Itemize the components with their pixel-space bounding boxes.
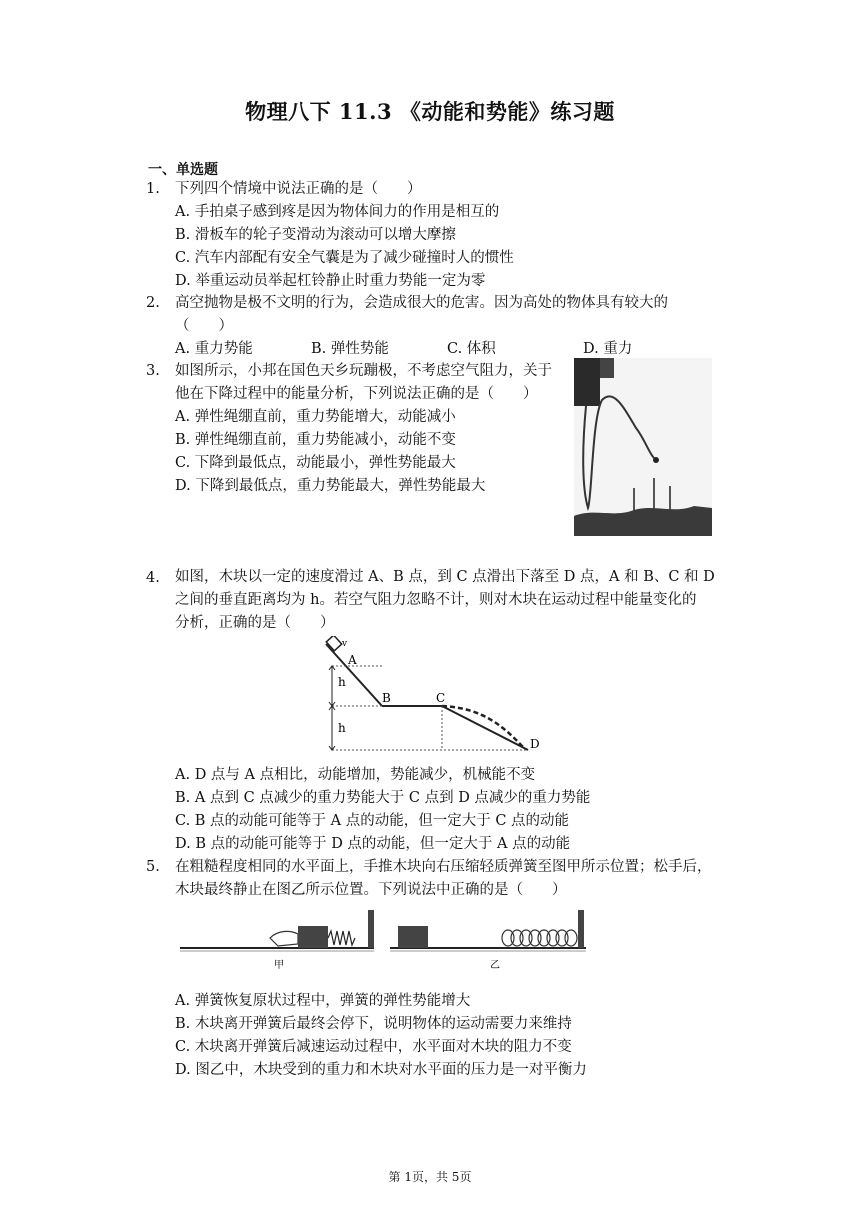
bungee-photo bbox=[574, 358, 712, 536]
question-4-stem-line-2: 之间的垂直距离均为 h。若空气阻力忽略不计，则对木块在运动过程中能量变化的 bbox=[175, 592, 697, 608]
question-2-option-a: A. 重力势能 bbox=[175, 341, 253, 357]
question-2-stem-line-1: 高空抛物是极不文明的行为，会造成很大的危害。因为高处的物体具有较大的 bbox=[175, 295, 668, 311]
spring-diagram bbox=[178, 908, 590, 976]
page-footer: 第 1页，共 5页 bbox=[388, 1170, 472, 1184]
question-4-option-c: C. B 点的动能可能等于 A 点的动能，但一定大于 C 点的动能 bbox=[175, 813, 570, 829]
question-5-option-b: B. 木块离开弹簧后最终会停下，说明物体的运动需要力来维持 bbox=[175, 1016, 572, 1032]
question-5-stem-line-2: 木块最终静止在图乙所示位置。下列说法中正确的是（ ） bbox=[175, 882, 567, 898]
page-title: 物理八下 11.3 《动能和势能》练习题 bbox=[245, 99, 615, 124]
question-2-option-b: B. 弹性势能 bbox=[311, 341, 389, 357]
section-heading: 一、单选题 bbox=[148, 162, 218, 178]
label-a: A bbox=[348, 653, 357, 667]
question-3-option-d: D. 下降到最低点，重力势能最大，弹性势能最大 bbox=[175, 478, 486, 494]
question-5-option-c: C. 木块离开弹簧后减速运动过程中，水平面对木块的阻力不变 bbox=[175, 1039, 572, 1055]
label-b: B bbox=[382, 691, 391, 705]
question-1-option-c: C. 汽车内部配有安全气囊是为了减少碰撞时人的惯性 bbox=[175, 250, 514, 266]
question-4-option-d: D. B 点的动能可能等于 D 点的动能，但一定大于 A 点的动能 bbox=[175, 836, 571, 852]
question-1-option-b: B. 滑板车的轮子变滑动为滚动可以增大摩擦 bbox=[175, 227, 456, 243]
figure-right-label: 乙 bbox=[490, 960, 500, 971]
question-2-option-d: D. 重力 bbox=[583, 341, 633, 357]
question-5-stem-line-1: 在粗糙程度相同的水平面上，手推木块向右压缩轻质弹簧至图甲所示位置；松手后， bbox=[175, 859, 712, 875]
question-5-option-d: D. 图乙中，木块受到的重力和木块对水平面的压力是一对平衡力 bbox=[175, 1062, 587, 1078]
question-1-option-d: D. 举重运动员举起杠铃静止时重力势能一定为零 bbox=[175, 273, 486, 289]
question-3-number: 3. bbox=[146, 363, 160, 379]
label-v: v bbox=[342, 639, 348, 649]
question-2-option-c: C. 体积 bbox=[447, 341, 496, 357]
question-2-stem-line-2: （ ） bbox=[175, 318, 233, 334]
label-d: D bbox=[530, 737, 540, 751]
question-4-stem-line-1: 如图，木块以一定的速度滑过 A、B 点，到 C 点滑出下落至 D 点，A 和 B、C 和 D bbox=[175, 569, 715, 585]
figure-left-label: 甲 bbox=[274, 960, 284, 971]
label-h1: h bbox=[338, 675, 346, 689]
question-4-stem-line-3: 分析，正确的是（ ） bbox=[175, 615, 335, 631]
slope-diagram bbox=[318, 636, 550, 762]
question-3-stem-line-1: 如图所示，小邦在国色天乡玩蹦极，不考虑空气阻力，关于 bbox=[175, 363, 552, 379]
label-h2: h bbox=[338, 721, 346, 735]
label-c: C bbox=[436, 691, 446, 705]
question-4-number: 4. bbox=[146, 570, 160, 586]
question-4-option-b: B. A 点到 C 点减少的重力势能大于 C 点到 D 点减少的重力势能 bbox=[175, 790, 591, 806]
question-1-stem: 下列四个情境中说法正确的是（ ） bbox=[175, 181, 422, 197]
question-1-option-a: A. 手拍桌子感到疼是因为物体间力的作用是相互的 bbox=[175, 204, 500, 220]
question-3-option-a: A. 弹性绳绷直前，重力势能增大，动能减小 bbox=[175, 409, 456, 425]
question-3-stem-line-2: 他在下降过程中的能量分析，下列说法正确的是（ ） bbox=[175, 386, 538, 402]
question-3-option-c: C. 下降到最低点，动能最小，弹性势能最大 bbox=[175, 455, 456, 471]
question-5-option-a: A. 弹簧恢复原状过程中，弹簧的弹性势能增大 bbox=[175, 993, 471, 1009]
question-5-number: 5. bbox=[146, 859, 160, 875]
question-4-option-a: A. D 点与 A 点相比，动能增加，势能减少，机械能不变 bbox=[175, 767, 536, 783]
question-1-number: 1. bbox=[146, 181, 160, 197]
question-3-option-b: B. 弹性绳绷直前，重力势能减小，动能不变 bbox=[175, 432, 456, 448]
question-2-number: 2. bbox=[146, 295, 160, 311]
